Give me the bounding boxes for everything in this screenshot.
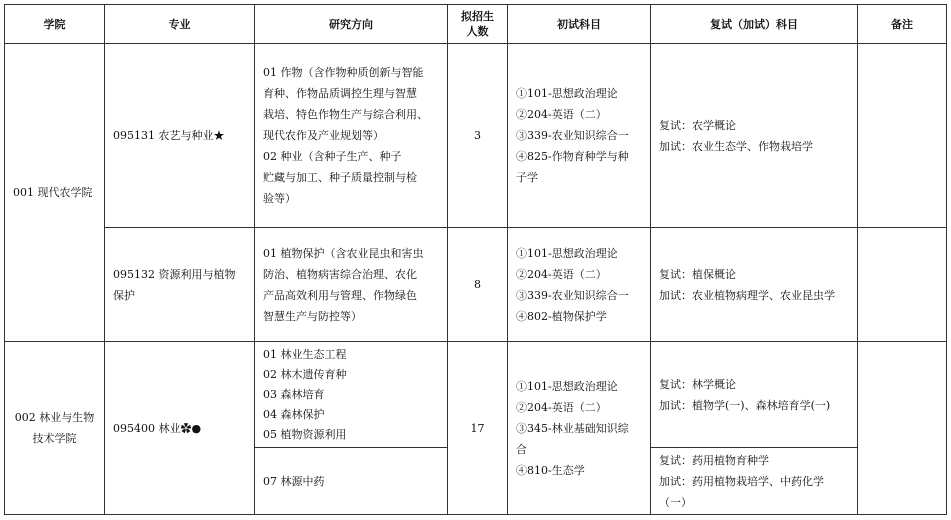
college-cell: 001 现代农学院 <box>5 44 105 342</box>
remark-cell <box>858 228 947 342</box>
retest-cell: 复试：林学概论 加试：植物学(一)、森林培育学(一) <box>651 342 858 448</box>
direction-cell: 01 植物保护（含农业昆虫和害虫 防治、植物病害综合治理、农化 产品高效利用与管理、作物绿色 智慧生产与防控等） <box>255 228 448 342</box>
header-prelim: 初试科目 <box>508 5 651 44</box>
table-row <box>5 44 947 228</box>
header-row <box>5 5 947 44</box>
direction-cell: 01 作物（含作物种质创新与智能 育种、作物品质调控生理与智慧 栽培、特色作物生产与综合利用、 现代农作及产业规划等） 02 种业（含种子生产、种子 贮藏与加工、种子质量控制与检 验等） <box>255 44 448 228</box>
direction-cell: 07 林源中药 <box>255 448 448 515</box>
header-major: 专业 <box>105 5 255 44</box>
retest-cell: 复试：植保概论 加试：农业植物病理学、农业昆虫学 <box>651 228 858 342</box>
direction-cell: 01 林业生态工程 02 林木遗传育种 03 森林培育 04 森林保护 05 植物资源利用 <box>255 342 448 448</box>
major-cell: 095132 资源利用与植物 保护 <box>105 228 255 342</box>
major-cell: 095400 林业✿● <box>105 342 255 515</box>
major-cell: 095131 农艺与种业★ <box>105 44 255 228</box>
college-cell: 002 林业与生物 技术学院 <box>5 342 105 515</box>
remark-cell <box>858 44 947 228</box>
prelim-cell: ①101-思想政治理论 ②204-英语（二） ③339-农业知识综合一 ④802-植物保护学 <box>508 228 651 342</box>
table-row <box>5 228 947 342</box>
header-college: 学院 <box>5 5 105 44</box>
retest-cell: 复试：药用植物育种学 加试：药用植物栽培学、中药化学 （一） <box>651 448 858 515</box>
quota-cell: 3 <box>448 44 508 228</box>
table-row <box>5 342 947 448</box>
quota-cell: 17 <box>448 342 508 515</box>
remark-cell <box>858 342 947 515</box>
retest-cell: 复试：农学概论 加试：农业生态学、作物栽培学 <box>651 44 858 228</box>
header-retest: 复试（加试）科目 <box>651 5 858 44</box>
prelim-cell: ①101-思想政治理论 ②204-英语（二） ③339-农业知识综合一 ④825-作物育种学与种 子学 <box>508 44 651 228</box>
header-quota: 拟招生 人数 <box>448 5 508 44</box>
prelim-cell: ①101-思想政治理论 ②204-英语（二） ③345-林业基础知识综 合 ④810-生态学 <box>508 342 651 515</box>
admissions-table <box>4 4 947 515</box>
quota-cell: 8 <box>448 228 508 342</box>
header-direction: 研究方向 <box>255 5 448 44</box>
header-remark: 备注 <box>858 5 947 44</box>
